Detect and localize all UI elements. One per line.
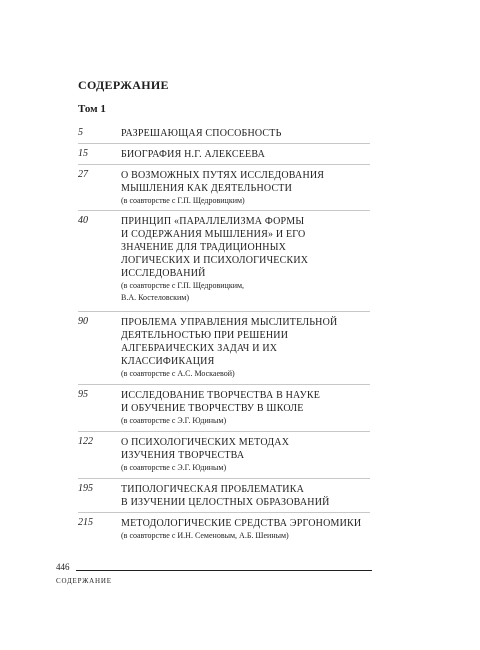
entry-page-number: 15 <box>78 148 88 159</box>
volume-title: Том 1 <box>78 103 106 115</box>
entry-page-number: 95 <box>78 389 88 400</box>
entry-title <box>121 517 368 530</box>
entry-title-line: ИЗУЧЕНИЯ ТВОРЧЕСТВА <box>121 450 245 461</box>
toc-entry <box>78 389 368 427</box>
toc-entry <box>78 436 368 474</box>
entry-title <box>121 127 368 140</box>
toc-heading: СОДЕРЖАНИЕ <box>78 78 169 92</box>
entry-separator <box>78 512 370 513</box>
entry-separator <box>78 384 370 385</box>
entry-title-line: ИССЛЕДОВАНИЕ ТВОРЧЕСТВА В НАУКЕ <box>121 390 321 401</box>
entry-title-line: КЛАССИФИКАЦИЯ <box>121 356 215 367</box>
entry-title <box>121 389 368 415</box>
entry-separator <box>78 143 370 144</box>
toc-entry <box>78 316 368 380</box>
entry-title-line: ДЕЯТЕЛЬНОСТЬЮ ПРИ РЕШЕНИИ <box>121 330 289 341</box>
entry-separator <box>78 311 370 312</box>
entry-title <box>121 483 368 509</box>
entry-title <box>121 316 368 368</box>
entry-note-line: (в соавторстве с Г.П. Щедровицким) <box>121 196 245 205</box>
entry-page-number: 122 <box>78 436 93 447</box>
entry-coauthors <box>121 368 368 380</box>
entry-coauthors <box>121 530 368 542</box>
toc-entry <box>78 127 368 140</box>
entry-page-number: 195 <box>78 483 93 494</box>
toc-entry <box>78 215 368 304</box>
toc-entry <box>78 483 368 509</box>
toc-entry <box>78 169 368 207</box>
footer-running-title: СОДЕРЖАНИЕ <box>56 577 112 585</box>
entry-title-line: ТИПОЛОГИЧЕСКАЯ ПРОБЛЕМАТИКА <box>121 484 304 495</box>
entry-title <box>121 148 368 161</box>
entry-title <box>121 169 368 195</box>
entry-title-line: ЛОГИЧЕСКИХ И ПСИХОЛОГИЧЕСКИХ <box>121 255 309 266</box>
entry-title-line: В ИЗУЧЕНИИ ЦЕЛОСТНЫХ ОБРАЗОВАНИЙ <box>121 497 330 508</box>
entry-note-line: (в соавторстве с Э.Г. Юдиным) <box>121 463 227 472</box>
footer-page-number: 446 <box>56 562 70 572</box>
entry-note-line: (в соавторстве с Г.П. Щедровицким, <box>121 281 245 290</box>
entry-page-number: 40 <box>78 215 88 226</box>
entry-title-line: ПРИНЦИП «ПАРАЛЛЕЛИЗМА ФОРМЫ <box>121 216 305 227</box>
entry-title-line: МЕТОДОЛОГИЧЕСКИЕ СРЕДСТВА ЭРГОНОМИКИ <box>121 518 362 529</box>
entry-note-line: (в соавторстве с А.С. Москаевой) <box>121 369 235 378</box>
entry-title-line: ПРОБЛЕМА УПРАВЛЕНИЯ МЫСЛИТЕЛЬНОЙ <box>121 317 338 328</box>
entry-coauthors <box>121 195 368 207</box>
entry-page-number: 215 <box>78 517 93 528</box>
entry-page-number: 5 <box>78 127 83 138</box>
toc-entry <box>78 517 368 542</box>
entry-page-number: 27 <box>78 169 88 180</box>
entry-note-line: В.А. Костеловским) <box>121 293 190 302</box>
entry-note-line: (в соавторстве с Э.Г. Юдиным) <box>121 416 227 425</box>
entry-title-line: О ВОЗМОЖНЫХ ПУТЯХ ИССЛЕДОВАНИЯ <box>121 170 325 181</box>
entry-title-line: О ПСИХОЛОГИЧЕСКИХ МЕТОДАХ <box>121 437 290 448</box>
entry-title <box>121 215 368 280</box>
entry-title-line: ЗНАЧЕНИЕ ДЛЯ ТРАДИЦИОННЫХ <box>121 242 287 253</box>
footer-rule <box>76 570 372 571</box>
entry-separator <box>78 478 370 479</box>
entry-note-line: (в соавторстве с И.Н. Семеновым, А.Б. Шеиным) <box>121 531 289 540</box>
entry-title-line: БИОГРАФИЯ Н.Г. АЛЕКСЕЕВА <box>121 149 265 160</box>
entry-coauthors <box>121 462 368 474</box>
entry-title-line: И СОДЕРЖАНИЯ МЫШЛЕНИЯ» И ЕГО <box>121 229 306 240</box>
entry-coauthors <box>121 280 368 304</box>
entry-separator <box>78 431 370 432</box>
toc-entry <box>78 148 368 161</box>
entry-title-line: РАЗРЕШАЮЩАЯ СПОСОБНОСТЬ <box>121 128 282 139</box>
entry-separator <box>78 210 370 211</box>
entry-title <box>121 436 368 462</box>
entry-page-number: 90 <box>78 316 88 327</box>
entry-coauthors <box>121 415 368 427</box>
entry-title-line: ИССЛЕДОВАНИЙ <box>121 268 206 279</box>
entry-title-line: МЫШЛЕНИЯ КАК ДЕЯТЕЛЬНОСТИ <box>121 183 293 194</box>
entry-title-line: АЛГЕБРАИЧЕСКИХ ЗАДАЧ И ИХ <box>121 343 278 354</box>
entry-title-line: И ОБУЧЕНИЕ ТВОРЧЕСТВУ В ШКОЛЕ <box>121 403 304 414</box>
entry-separator <box>78 164 370 165</box>
